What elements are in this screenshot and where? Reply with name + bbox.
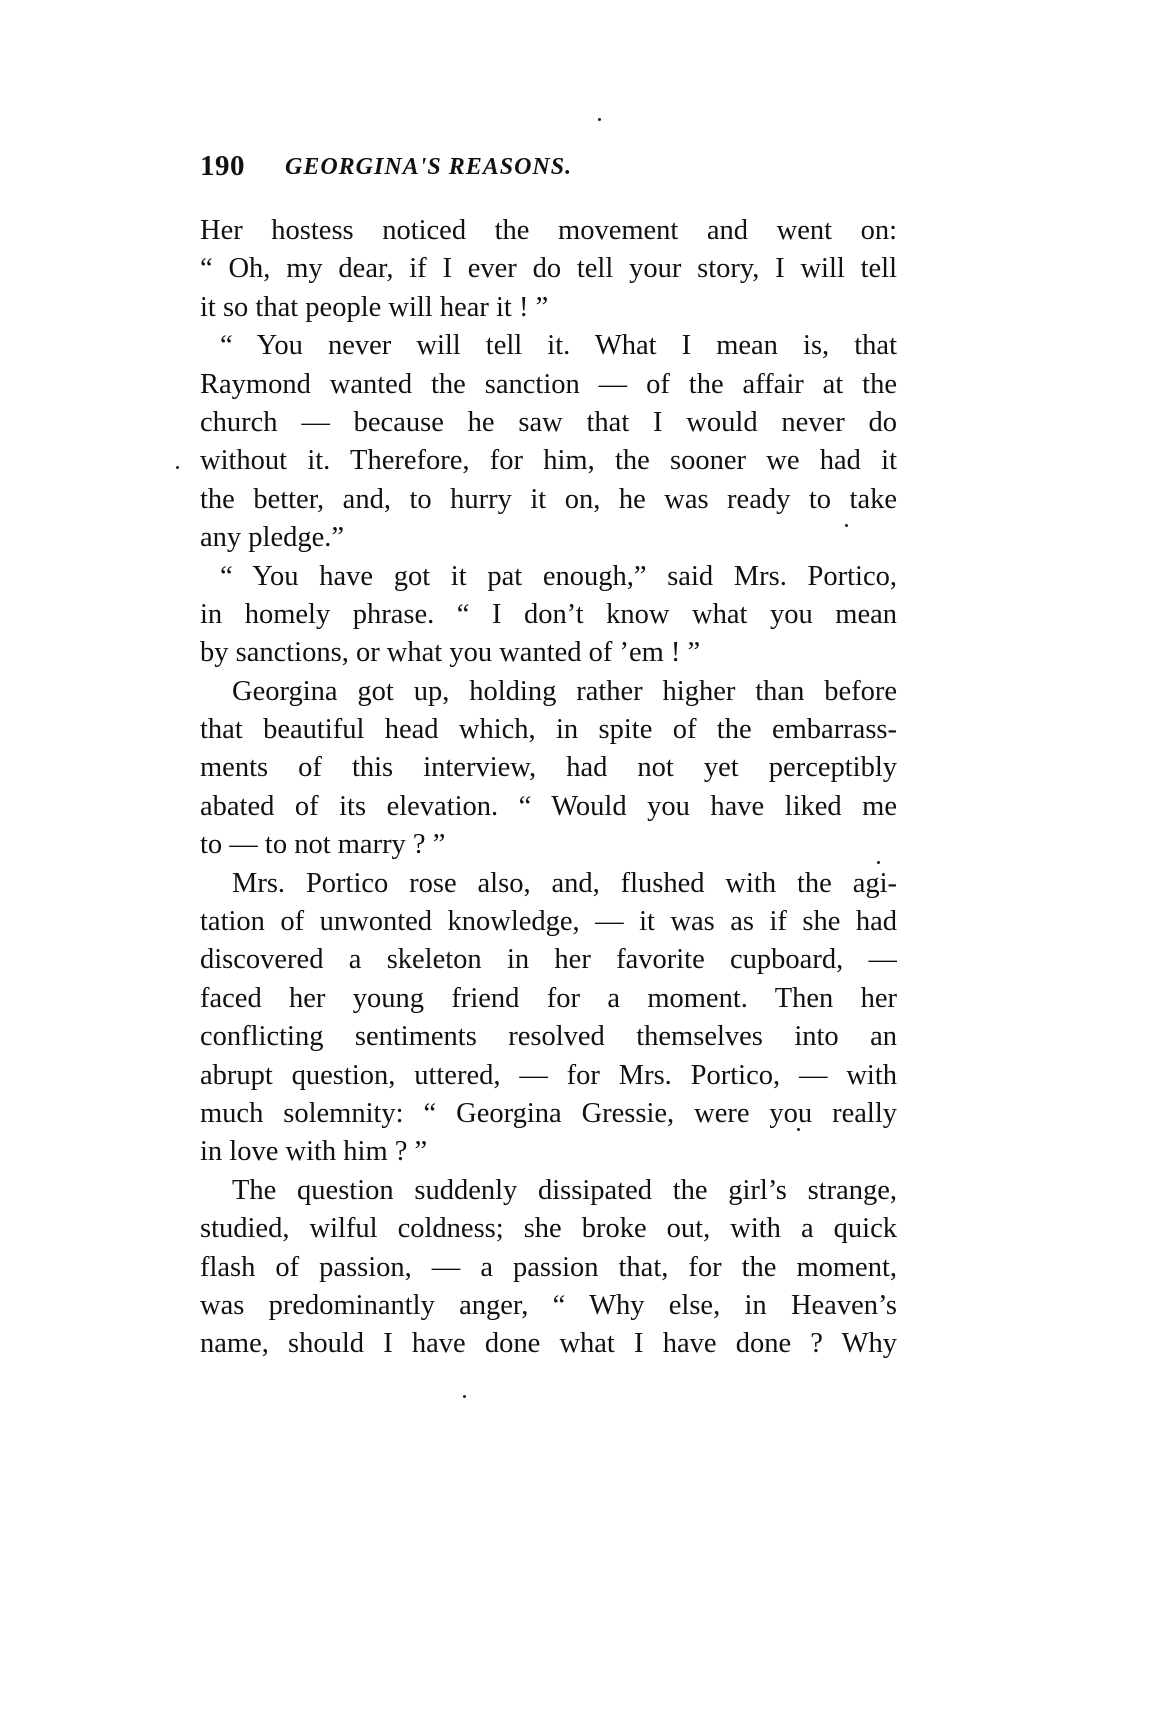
print-speck [463,1395,466,1398]
text-line: ments of this interview, had not yet perceptibly [200,752,897,784]
text-line: abrupt question, uttered, — for Mrs. Portico, — with [200,1059,897,1091]
print-speck [176,466,179,469]
text-line: Mrs. Portico rose also, and, flushed with the agi- [232,867,897,899]
text-line: without it. Therefore, for him, the sooner we had it [200,445,897,477]
text-line: name, should I have done what I have done ? Why [200,1328,897,1360]
text-line: faced her young friend for a moment. Then her [200,982,897,1014]
text-line: abated of its elevation. “ Would you have liked me [200,790,897,822]
text-line: was predominantly anger, “ Why else, in Heaven’s [200,1289,897,1321]
text-line: that beautiful head which, in spite of the embarrass- [200,714,897,746]
text-line: much solemnity: “ Georgina Gressie, were you really [200,1097,897,1129]
page-number: 190 [200,150,245,182]
text-line: in love with him ? ” [200,1136,428,1168]
text-line: “ You have got it pat enough,” said Mrs. Portico, [220,560,897,592]
text-line: discovered a skeleton in her favorite cupboard, — [200,944,897,976]
body-text [200,212,897,1364]
text-line: “ You never will tell it. What I mean is, that [220,330,897,362]
text-line: any pledge.” [200,522,345,554]
text-line: it so that people will hear it ! ” [200,291,549,323]
text-line: Georgina got up, holding rather higher than before [232,675,897,707]
text-line: “ Oh, my dear, if I ever do tell your story, I will tell [200,253,897,285]
print-speck [598,118,601,121]
text-line: by sanctions, or what you wanted of ’em ! ” [200,637,701,669]
text-line: conflicting sentiments resolved themselves into an [200,1021,897,1053]
text-line: flash of passion, — a passion that, for the moment, [200,1251,897,1283]
running-title: GEORGINA'S REASONS. [285,154,573,180]
text-line: church — because he saw that I would never do [200,406,897,438]
text-line: to — to not marry ? ” [200,829,446,861]
text-line: The question suddenly dissipated the girl’s strange, [232,1174,897,1206]
page-header [200,150,900,190]
text-line: tation of unwonted knowledge, — it was as if she had [200,906,897,938]
text-line: Her hostess noticed the movement and went on: [200,215,897,246]
text-line: studied, wilful coldness; she broke out, with a quick [200,1213,897,1245]
text-line: in homely phrase. “ I don’t know what you mean [200,598,897,630]
text-line: the better, and, to hurry it on, he was ready to take [200,483,897,515]
text-line: Raymond wanted the sanction — of the affair at the [200,368,897,400]
